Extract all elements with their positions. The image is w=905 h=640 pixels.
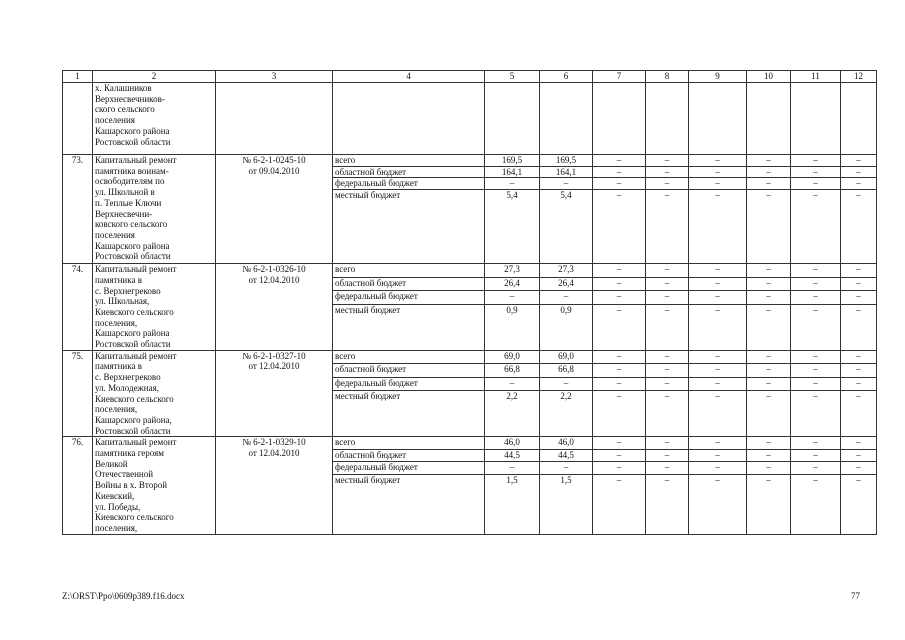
object-name-line: ул. Школьной в (95, 187, 155, 198)
value-cell: – (791, 437, 841, 449)
value-cell: – (791, 190, 841, 264)
value-col5: – (485, 178, 540, 190)
object-name-line: Верхнесвечников- (95, 93, 165, 104)
empty-cell (646, 83, 689, 155)
value-cell: – (747, 264, 791, 278)
value-cell: – (593, 190, 646, 264)
funding-source: всего (333, 350, 485, 364)
column-header: 8 (646, 71, 689, 83)
document-ref-line: от 12.04.2010 (248, 274, 300, 285)
budget-table (62, 70, 877, 535)
funding-source: всего (333, 264, 485, 278)
object-name-line: Капитальный ремонт (95, 155, 177, 165)
value-cell: – (689, 377, 747, 391)
value-cell: – (791, 474, 841, 534)
object-name (93, 437, 216, 534)
value-col6: – (540, 462, 593, 474)
continuation-row (63, 83, 877, 155)
value-cell: – (646, 364, 689, 378)
object-name-line: поселения (95, 229, 135, 240)
value-col5: 69,0 (485, 350, 540, 364)
value-cell: – (841, 304, 877, 350)
value-cell: – (747, 190, 791, 264)
column-header: 2 (93, 71, 216, 83)
value-col6: 2,2 (540, 391, 593, 437)
value-cell: – (646, 350, 689, 364)
value-cell: – (689, 364, 747, 378)
object-name-line: п. Теплые Ключи (95, 197, 162, 208)
value-cell: – (689, 391, 747, 437)
value-cell: – (747, 364, 791, 378)
table-row (63, 264, 877, 278)
value-cell: – (791, 178, 841, 190)
value-cell: – (791, 291, 841, 305)
value-col5: 164,1 (485, 166, 540, 178)
object-name-line: ул. Молодежная, (95, 382, 159, 393)
value-cell: – (747, 474, 791, 534)
entry-number: 74. (63, 264, 93, 351)
object-name-line: ского сельского (95, 104, 155, 115)
value-cell: – (646, 155, 689, 167)
value-cell: – (747, 304, 791, 350)
object-name-line: Ростовской области (95, 136, 171, 147)
document-ref (216, 350, 333, 437)
object-name-line: с. Верхнегреково (95, 372, 161, 383)
object-name-line: Ростовской области (95, 251, 171, 262)
value-cell: – (593, 449, 646, 461)
object-name-line: поселения, (95, 522, 138, 533)
value-cell: – (593, 350, 646, 364)
value-cell: – (646, 277, 689, 291)
value-cell: – (646, 391, 689, 437)
value-cell: – (791, 462, 841, 474)
object-name-line: поселения, (95, 317, 138, 328)
object-name-line: Великой (95, 458, 128, 469)
value-cell: – (791, 449, 841, 461)
value-cell: – (841, 391, 877, 437)
value-cell: – (646, 449, 689, 461)
value-col6: 66,8 (540, 364, 593, 378)
object-name-line: памятника в (95, 361, 142, 372)
value-col5: 26,4 (485, 277, 540, 291)
value-cell: – (747, 166, 791, 178)
object-name-line: Ростовской области (95, 425, 171, 436)
value-col6: 26,4 (540, 277, 593, 291)
value-cell: – (646, 291, 689, 305)
value-cell: – (791, 377, 841, 391)
funding-source: всего (333, 437, 485, 449)
empty-cell (593, 83, 646, 155)
funding-source: федеральный бюджет (333, 291, 485, 305)
object-name (93, 83, 216, 155)
document-ref (216, 437, 333, 534)
object-name-line: памятника героям (95, 448, 164, 459)
value-col6: 0,9 (540, 304, 593, 350)
value-cell: – (791, 364, 841, 378)
object-name-line: Кашарского района (95, 125, 170, 136)
empty-cell (841, 83, 877, 155)
value-cell: – (646, 304, 689, 350)
table-row (63, 437, 877, 449)
value-cell: – (593, 364, 646, 378)
value-cell: – (841, 155, 877, 167)
object-name-line: ул. Победы, (95, 501, 141, 512)
funding-source: местный бюджет (333, 474, 485, 534)
value-cell: – (646, 377, 689, 391)
value-cell: – (689, 449, 747, 461)
funding-source: областной бюджет (333, 364, 485, 378)
column-header: 7 (593, 71, 646, 83)
empty-cell (485, 83, 540, 155)
document-ref (216, 264, 333, 351)
page-number: 77 (851, 591, 860, 601)
object-name-line: Киевского сельского (95, 306, 174, 317)
object-name-line: памятника воинам- (95, 165, 169, 176)
document-ref (216, 155, 333, 264)
value-cell: – (646, 264, 689, 278)
value-cell: – (841, 462, 877, 474)
funding-source: федеральный бюджет (333, 178, 485, 190)
column-header: 5 (485, 71, 540, 83)
value-cell: – (646, 474, 689, 534)
entry-number: 73. (63, 155, 93, 264)
value-cell: – (747, 391, 791, 437)
value-cell: – (689, 166, 747, 178)
value-cell: – (593, 304, 646, 350)
value-cell: – (689, 190, 747, 264)
document-ref-line: № 6-2-1-0326-10 (242, 264, 306, 275)
value-col6: – (540, 178, 593, 190)
value-col6: 27,3 (540, 264, 593, 278)
document-ref-line: от 09.04.2010 (248, 165, 300, 176)
value-cell: – (791, 391, 841, 437)
value-cell: – (593, 291, 646, 305)
object-name-line: Капитальный ремонт (95, 350, 177, 361)
object-name-line: Кашарского района (95, 328, 170, 339)
value-cell: – (689, 304, 747, 350)
value-col6: 169,5 (540, 155, 593, 167)
entry-number: 76. (63, 437, 93, 534)
value-cell: – (841, 264, 877, 278)
value-cell: – (689, 291, 747, 305)
value-cell: – (841, 291, 877, 305)
object-name-line: Киевский, (95, 490, 135, 501)
value-cell: – (747, 277, 791, 291)
object-name-line: Капитальный ремонт (95, 264, 177, 275)
object-name-line: Ростовской области (95, 339, 171, 350)
document-ref-line: от 12.04.2010 (248, 448, 300, 459)
value-cell: – (841, 437, 877, 449)
value-cell: – (593, 178, 646, 190)
value-cell: – (747, 462, 791, 474)
value-cell: – (646, 437, 689, 449)
object-name-line: ковского сельского (95, 219, 168, 230)
object-name-line: поселения, (95, 404, 138, 415)
value-cell: – (646, 166, 689, 178)
value-col5: 2,2 (485, 391, 540, 437)
column-header: 4 (333, 71, 485, 83)
object-name-line: Кашарского района (95, 240, 170, 251)
funding-source: областной бюджет (333, 449, 485, 461)
value-cell: – (841, 178, 877, 190)
value-cell: – (791, 166, 841, 178)
object-name (93, 350, 216, 437)
value-col5: 1,5 (485, 474, 540, 534)
value-col5: 169,5 (485, 155, 540, 167)
value-cell: – (747, 437, 791, 449)
object-name-line: Отечественной (95, 469, 154, 480)
value-cell: – (841, 190, 877, 264)
entry-number: 75. (63, 350, 93, 437)
object-name-line: Капитальный ремонт (95, 437, 177, 448)
funding-source: областной бюджет (333, 166, 485, 178)
value-col5: – (485, 462, 540, 474)
column-header: 11 (791, 71, 841, 83)
column-number-row (63, 71, 877, 83)
document-ref-line: от 12.04.2010 (248, 361, 300, 372)
column-header: 9 (689, 71, 747, 83)
empty-cell (689, 83, 747, 155)
value-cell: – (689, 437, 747, 449)
column-header: 1 (63, 71, 93, 83)
value-col6: – (540, 377, 593, 391)
value-cell: – (791, 264, 841, 278)
value-cell: – (747, 449, 791, 461)
object-name-line: освободителям по (95, 176, 165, 187)
empty-cell (540, 83, 593, 155)
value-col5: – (485, 291, 540, 305)
value-cell: – (593, 155, 646, 167)
value-cell: – (593, 377, 646, 391)
value-col5: 5,4 (485, 190, 540, 264)
column-header: 6 (540, 71, 593, 83)
value-cell: – (791, 155, 841, 167)
value-col6: 1,5 (540, 474, 593, 534)
funding-source: областной бюджет (333, 277, 485, 291)
funding-source: местный бюджет (333, 190, 485, 264)
value-cell: – (689, 277, 747, 291)
value-cell: – (841, 350, 877, 364)
entry-number (63, 83, 93, 155)
value-cell: – (747, 350, 791, 364)
value-cell: – (689, 178, 747, 190)
value-cell: – (747, 155, 791, 167)
funding-source: местный бюджет (333, 304, 485, 350)
column-header: 10 (747, 71, 791, 83)
document-ref-line: № 6-2-1-0245-10 (242, 155, 306, 165)
value-cell: – (841, 277, 877, 291)
value-cell: – (791, 304, 841, 350)
empty-cell (791, 83, 841, 155)
column-header: 3 (216, 71, 333, 83)
funding-source: федеральный бюджет (333, 462, 485, 474)
value-cell: – (646, 462, 689, 474)
value-cell: – (593, 264, 646, 278)
value-col6: – (540, 291, 593, 305)
funding-source: всего (333, 155, 485, 167)
object-name (93, 155, 216, 264)
object-name-line: Киевского сельского (95, 512, 174, 523)
empty-cell (333, 83, 485, 155)
file-path: Z:\ORST\Ppo\0609p389.f16.docx (62, 591, 185, 601)
value-cell: – (791, 350, 841, 364)
value-cell: – (689, 155, 747, 167)
object-name-line: Кашарского района, (95, 414, 172, 425)
object-name-line: Киевского сельского (95, 393, 174, 404)
column-header: 12 (841, 71, 877, 83)
value-col5: 46,0 (485, 437, 540, 449)
value-col6: 46,0 (540, 437, 593, 449)
value-cell: – (841, 166, 877, 178)
value-cell: – (593, 462, 646, 474)
value-cell: – (841, 474, 877, 534)
object-name-line: с. Верхнегреково (95, 285, 161, 296)
object-name-line: Войны в х. Второй (95, 480, 168, 491)
value-cell: – (841, 449, 877, 461)
object-name (93, 264, 216, 351)
value-cell: – (593, 166, 646, 178)
value-col6: 44,5 (540, 449, 593, 461)
object-name-line: х. Калашников (95, 83, 152, 93)
value-cell: – (593, 474, 646, 534)
document-ref-line: № 6-2-1-0329-10 (242, 437, 306, 448)
value-col5: 44,5 (485, 449, 540, 461)
empty-cell (747, 83, 791, 155)
value-col5: – (485, 377, 540, 391)
value-cell: – (791, 277, 841, 291)
document-ref-line: № 6-2-1-0327-10 (242, 350, 306, 361)
object-name-line: ул. Школьная, (95, 296, 150, 307)
value-cell: – (646, 190, 689, 264)
value-cell: – (689, 264, 747, 278)
value-col5: 66,8 (485, 364, 540, 378)
value-cell: – (689, 462, 747, 474)
value-col5: 0,9 (485, 304, 540, 350)
value-cell: – (747, 377, 791, 391)
value-cell: – (593, 437, 646, 449)
value-cell: – (646, 178, 689, 190)
object-name-line: Верхнесвечни- (95, 208, 153, 219)
object-name-line: памятника в (95, 274, 142, 285)
value-cell: – (747, 291, 791, 305)
value-cell: – (747, 178, 791, 190)
value-cell: – (841, 364, 877, 378)
document-ref (216, 83, 333, 155)
value-col6: 164,1 (540, 166, 593, 178)
value-cell: – (689, 350, 747, 364)
value-cell: – (593, 391, 646, 437)
funding-source: местный бюджет (333, 391, 485, 437)
value-col6: 5,4 (540, 190, 593, 264)
value-cell: – (593, 277, 646, 291)
value-col5: 27,3 (485, 264, 540, 278)
value-cell: – (689, 474, 747, 534)
table-row (63, 155, 877, 167)
table-row (63, 350, 877, 364)
value-cell: – (841, 377, 877, 391)
object-name-line: поселения (95, 115, 135, 126)
funding-source: федеральный бюджет (333, 377, 485, 391)
value-col6: 69,0 (540, 350, 593, 364)
